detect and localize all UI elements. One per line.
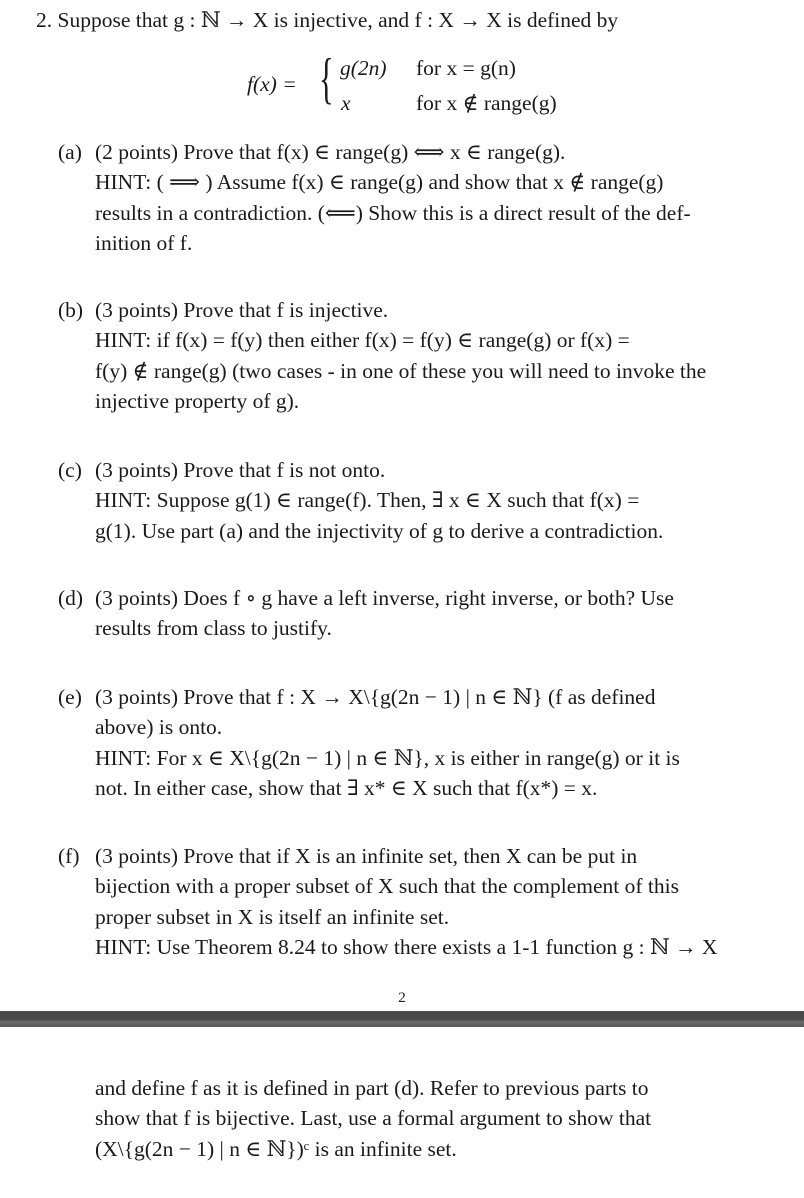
part-d-label: (d): [58, 586, 84, 610]
part-b-line-4: injective property of g).: [95, 388, 300, 413]
part-c-body: [95, 455, 770, 546]
part-f-label: (f): [58, 844, 80, 868]
page-number: 2: [398, 990, 406, 1006]
part-b-line-1: (3 points) Prove that f is injective.: [95, 298, 389, 322]
continuation-line-2: show that f is bijective. Last, use a formal argument to show that: [95, 1106, 652, 1131]
part-a-line-1: (2 points) Prove that f(x) ∈ range(g) ⟺ x ∈ range(g).: [95, 140, 566, 164]
problem-statement: Suppose that g : ℕ → X is injective, and f : X → X is defined by: [57, 8, 619, 32]
cases-brace: {: [319, 48, 334, 110]
part-e-line-4: not. In either case, show that ∃ x* ∈ X such that f(x*) = x.: [95, 775, 598, 800]
part-a-line-3: results in a contradiction. (⟸) Show this is a direct result of the def-: [95, 200, 691, 225]
continuation-line-3: (X\{g(2n − 1) | n ∈ ℕ})ᶜ is an infinite set.: [95, 1136, 457, 1161]
problem-number: 2.: [36, 8, 53, 32]
part-e-body: [95, 682, 770, 803]
part-b-label: (b): [58, 298, 84, 322]
part-d-line-1: (3 points) Does f ∘ g have a left inverse, right inverse, or both? Use: [95, 586, 674, 610]
part-a-line-4: inition of f.: [95, 230, 193, 255]
part-c-label: (c): [58, 458, 82, 482]
part-f-line-3: proper subset in X is itself an infinite set.: [95, 904, 450, 929]
case2-condition: for x ∉ range(g): [416, 91, 557, 115]
continuation-text: [95, 1073, 770, 1164]
part-d-line-2: results from class to justify.: [95, 616, 332, 641]
part-b-line-2: HINT: if f(x) = f(y) then either f(x) = f(y) ∈ range(g) or f(x) =: [95, 328, 630, 353]
problem-heading: [36, 8, 618, 32]
part-f-line-4: HINT: Use Theorem 8.24 to show there exists a 1-1 function g : ℕ → X: [95, 934, 718, 959]
continuation-line-1: and define f as it is defined in part (d). Refer to previous parts to: [95, 1076, 649, 1100]
part-f-line-2: bijection with a proper subset of X such that the complement of this: [95, 874, 679, 899]
part-f-body: [95, 841, 770, 962]
part-a-body: [95, 137, 770, 258]
part-a-line-2: HINT: ( ⟹ ) Assume f(x) ∈ range(g) and show that x ∉ range(g): [95, 170, 664, 195]
part-e-label: (e): [58, 685, 82, 709]
part-c-line-1: (3 points) Prove that f is not onto.: [95, 458, 386, 482]
case2-value: x: [341, 91, 351, 115]
part-e-line-2: above) is onto.: [95, 715, 223, 740]
part-f-line-1: (3 points) Prove that if X is an infinite set, then X can be put in: [95, 844, 638, 868]
case1-condition: for x = g(n): [416, 56, 516, 80]
part-c-line-3: g(1). Use part (a) and the injectivity of g to derive a contradiction.: [95, 518, 664, 543]
part-d-body: [95, 583, 770, 644]
page-break-bar: [0, 1011, 804, 1027]
definition-lhs: f(x) =: [247, 72, 297, 96]
part-e-line-1: (3 points) Prove that f : X → X\{g(2n − 1) | n ∈ ℕ} (f as defined: [95, 685, 656, 709]
part-b-body: [95, 295, 770, 416]
part-a-label: (a): [58, 140, 82, 164]
part-b-line-3: f(y) ∉ range(g) (two cases - in one of these you will need to invoke the: [95, 358, 707, 383]
case1-value: g(2n): [340, 56, 387, 80]
part-c-line-2: HINT: Suppose g(1) ∈ range(f). Then, ∃ x ∈ X such that f(x) =: [95, 488, 640, 513]
part-e-line-3: HINT: For x ∈ X\{g(2n − 1) | n ∈ ℕ}, x is either in range(g) or it is: [95, 745, 680, 770]
